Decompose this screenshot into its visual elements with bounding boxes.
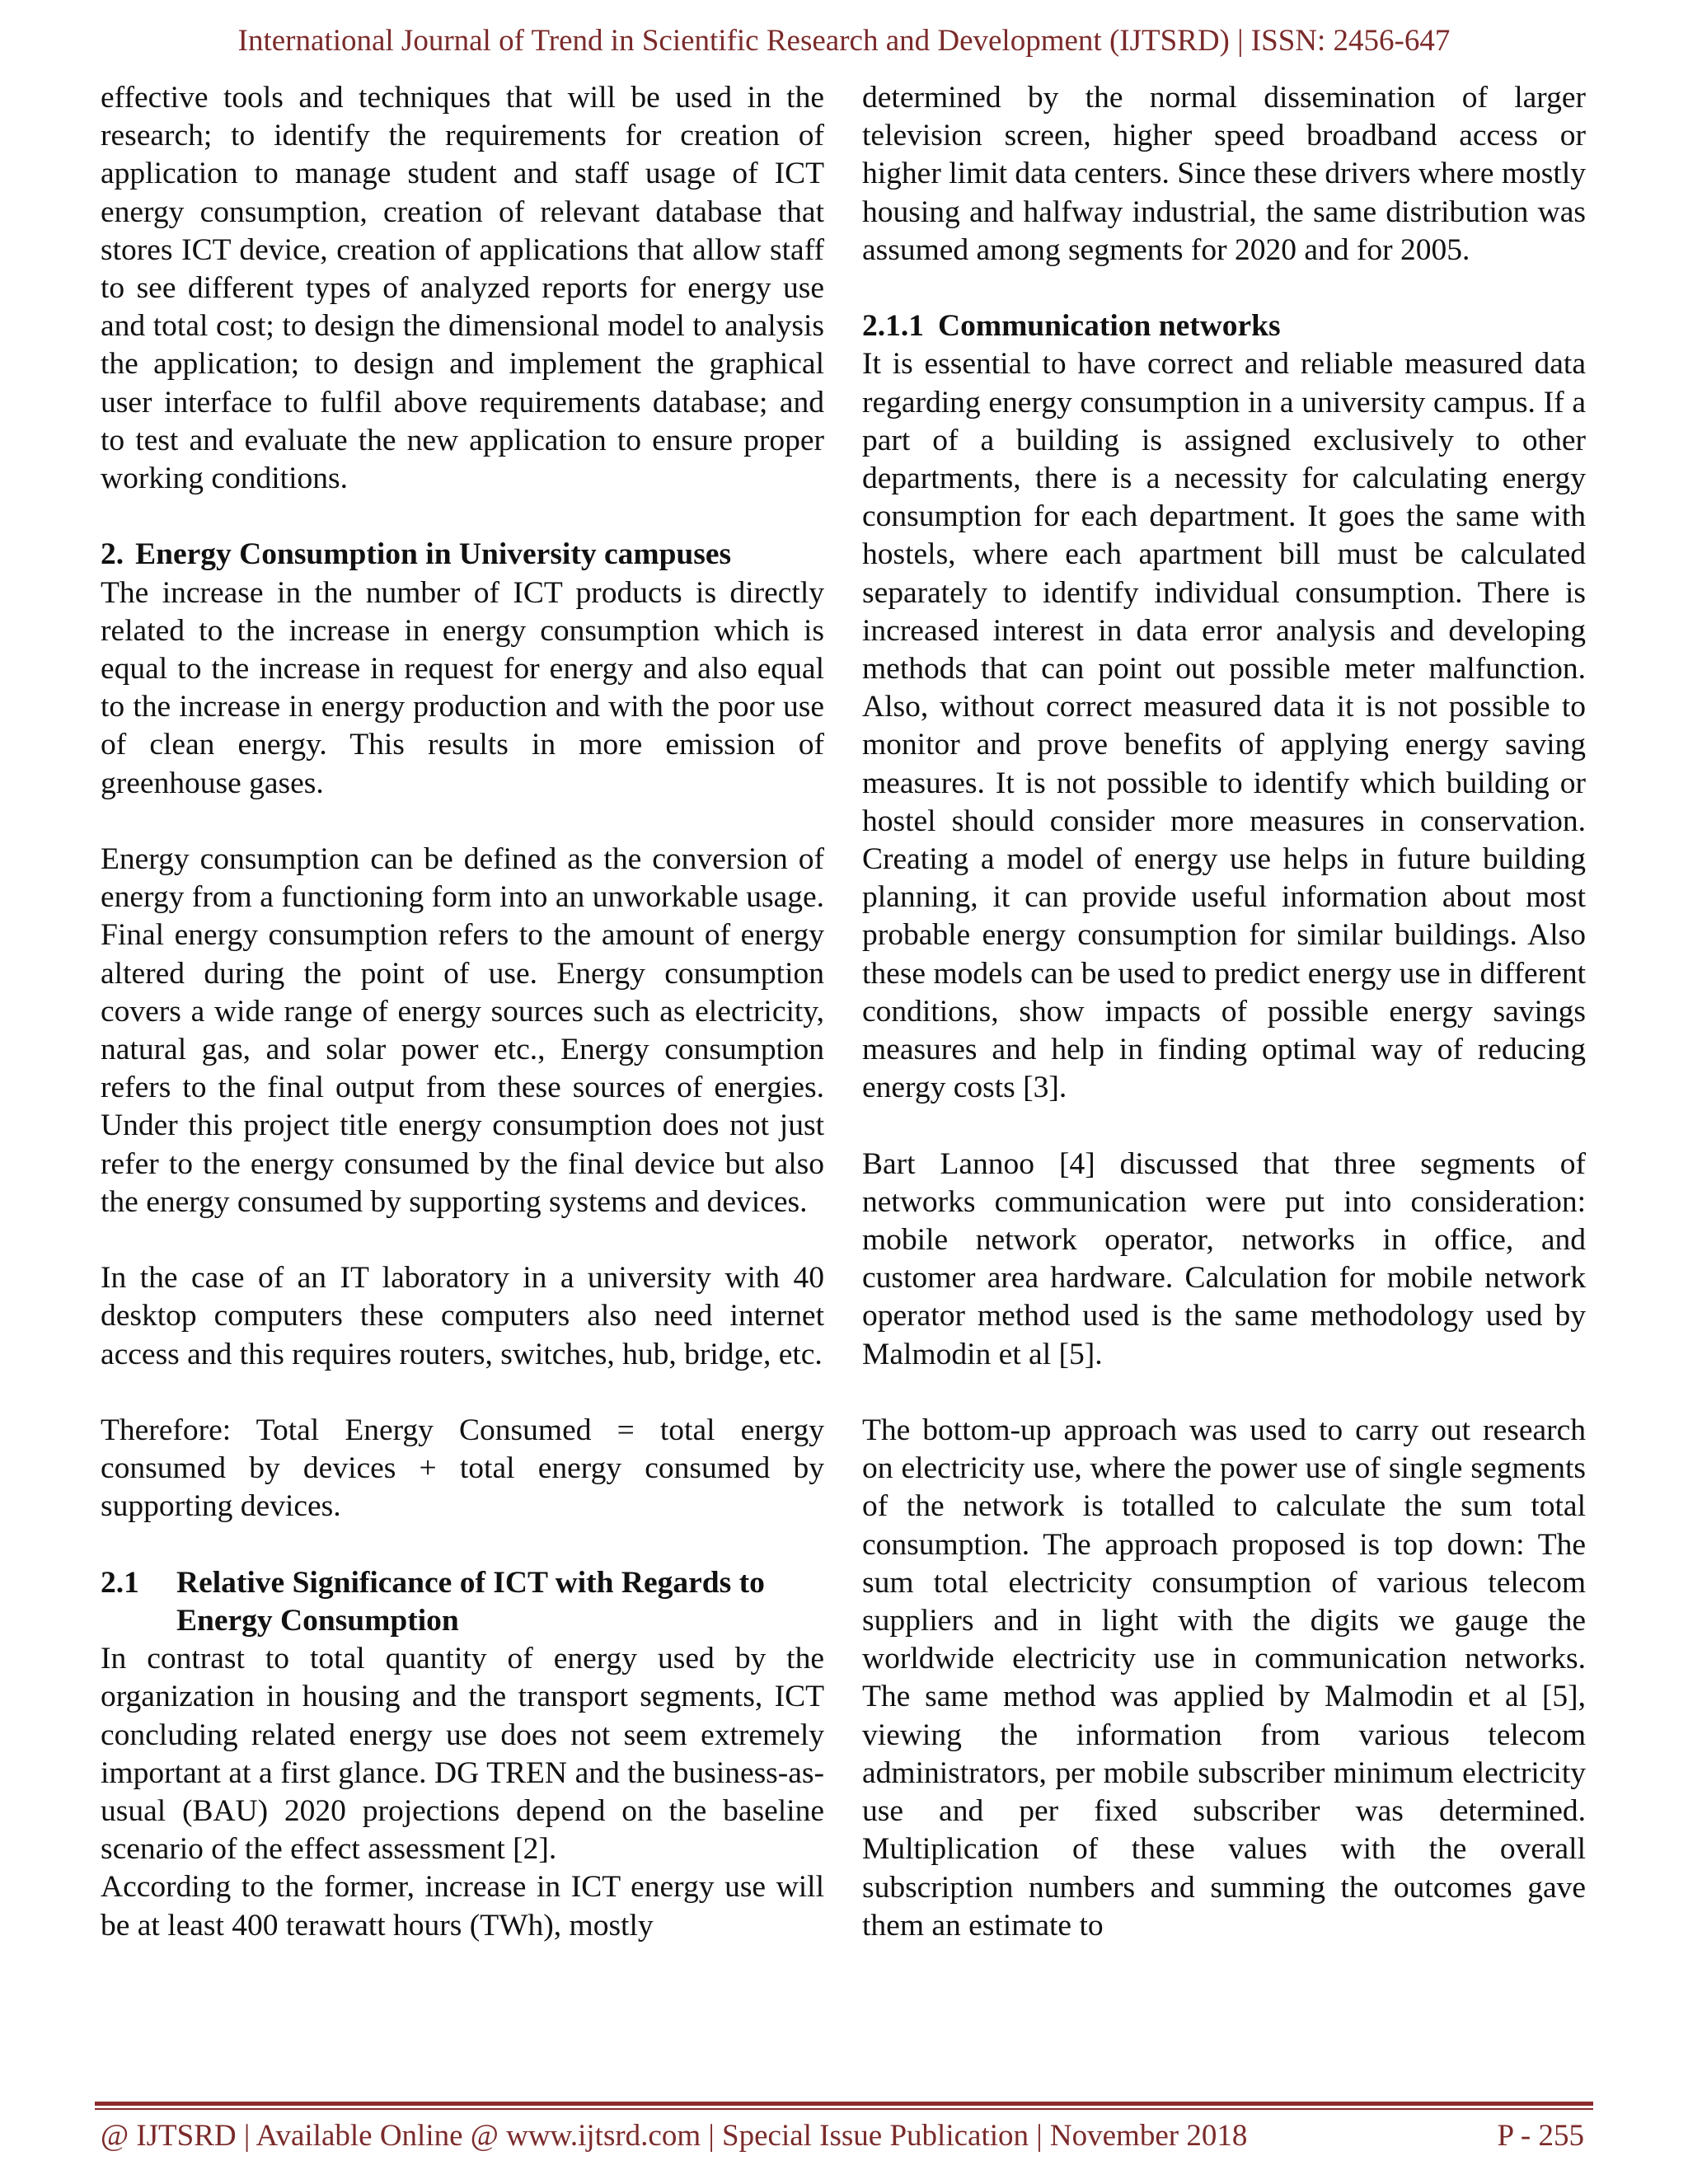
section-number: 2.1.1 xyxy=(862,309,924,344)
footer-text: @ IJTSRD | Available Online @ www.ijtsrd.com | Special Issue Publication | November 2018 xyxy=(101,2119,1248,2153)
section-title: Relative Significance of ICT with Regards to Energy Consumption xyxy=(176,1565,765,1638)
paragraph: In the case of an IT laboratory in a university with 40 desktop computers these computers also need internet access and this requires routers, switches, hub, bridge, etc. xyxy=(101,1261,824,1371)
section-heading-2-1-1 xyxy=(862,307,1586,345)
paragraph: It is essential to have correct and reliable measured data regarding energy consumption in a university campus. If a part of a building is assigned exclusively to other departments, there is a necessity for calculating energy consumption for each department. It goes the same with hostels, where each apartment bill must be calculated separately to identify individual consumption. There is increased interest in data error analysis and developing methods that can point out possible meter malfunction. Also, without correct measured data it is not possible to monitor and prove benefits of applying energy saving measures. It is not possible to identify which building or hostel should consider more measures in conservation. Creating a model of energy use helps in future building planning, it can provide useful information about most probable energy consumption for similar buildings. Also these models can be used to predict energy use in different conditions, show impacts of possible energy savings measures and help in finding optimal way of reducing energy costs [3]. xyxy=(862,347,1586,1105)
left-column xyxy=(101,79,824,1945)
paragraph: Therefore: Total Energy Consumed = total energy consumed by devices + total energy consumed by supporting devices. xyxy=(101,1413,824,1524)
section-title: Energy Consumption in University campuses xyxy=(135,537,732,572)
page-number: P - 255 xyxy=(1497,2119,1584,2153)
paragraph: Bart Lannoo [4] discussed that three segments of networks communication were put into consideration: mobile network operator, networks in office, and customer area hardware. Calculation for mobile network operator method used is the same methodology used by Malmodin et al [5]. xyxy=(862,1146,1586,1371)
paragraph: Energy consumption can be defined as the conversion of energy from a functioning form into an unworkable usage. Final energy consumption refers to the amount of energy altered during the point of use. Energy consumption covers a wide range of energy sources such as electricity, natural gas, and solar power etc., Energy consumption refers to the final output from these sources of energies. Under this project title energy consumption does not just refer to the energy consumed by the final device but also the energy consumed by supporting systems and devices. xyxy=(101,842,824,1219)
section-heading-2-1 xyxy=(101,1564,824,1640)
section-heading-2 xyxy=(101,536,824,574)
footer-rule xyxy=(95,2102,1593,2106)
section-title: Communication networks xyxy=(938,309,1281,344)
paragraph: determined by the normal dissemination of larger television screen, higher speed broadband access or higher limit data centers. Since these drivers where mostly housing and halfway industrial, the same distribution was assumed among segments for 2020 and for 2005. xyxy=(862,81,1586,267)
section-number: 2. xyxy=(101,537,124,572)
footer-rule-thin xyxy=(95,2108,1593,2110)
paragraph: In contrast to total quantity of energy used by the organization in housing and the transport segments, ICT concluding related energy use does not seem extremely important at a first glance. DG TREN and the business-as-usual (BAU) 2020 projections depend on the baseline scenario of the effect assessment [2]. xyxy=(101,1642,824,1867)
paragraph: According to the former, increase in ICT energy use will be at least 400 terawatt hours (TWh), mostly xyxy=(101,1870,824,1943)
page-footer xyxy=(101,2118,1584,2154)
paragraph: The bottom-up approach was used to carry out research on electricity use, where the power use of single segments of the network is totalled to calculate the sum total consumption. The approach proposed is top down: The sum total electricity consumption of various telecom suppliers and in light with the digits we gauge the worldwide electricity use in communication networks. The same method was applied by Malmodin et al [5], viewing the information from various telecom administrators, per mobile subscriber minimum electricity use and per fixed subscriber was determined. Multiplication of these values with the overall subscription numbers and summing the outcomes gave them an estimate to xyxy=(862,1413,1586,1943)
paragraph: The increase in the number of ICT products is directly related to the increase in energy consumption which is equal to the increase in request for energy and also equal to the increase in energy production and with the poor use of clean energy. This results in more emission of greenhouse gases. xyxy=(101,575,824,800)
paragraph: effective tools and techniques that will be used in the research; to identify the requirements for creation of application to manage student and staff usage of ICT energy consumption, creation of relevant database that stores ICT device, creation of applications that allow staff to see different types of analyzed reports for energy use and total cost; to design the dimensional model to analysis the application; to design and implement the graphical user interface to fulfil above requirements database; and to test and evaluate the new application to ensure proper working conditions. xyxy=(101,81,824,496)
journal-header: International Journal of Trend in Scientific Research and Development (IJTSRD) | ISSN: 2456-647 xyxy=(237,24,1451,58)
right-column xyxy=(862,79,1586,1945)
section-number: 2.1 xyxy=(101,1565,139,1600)
